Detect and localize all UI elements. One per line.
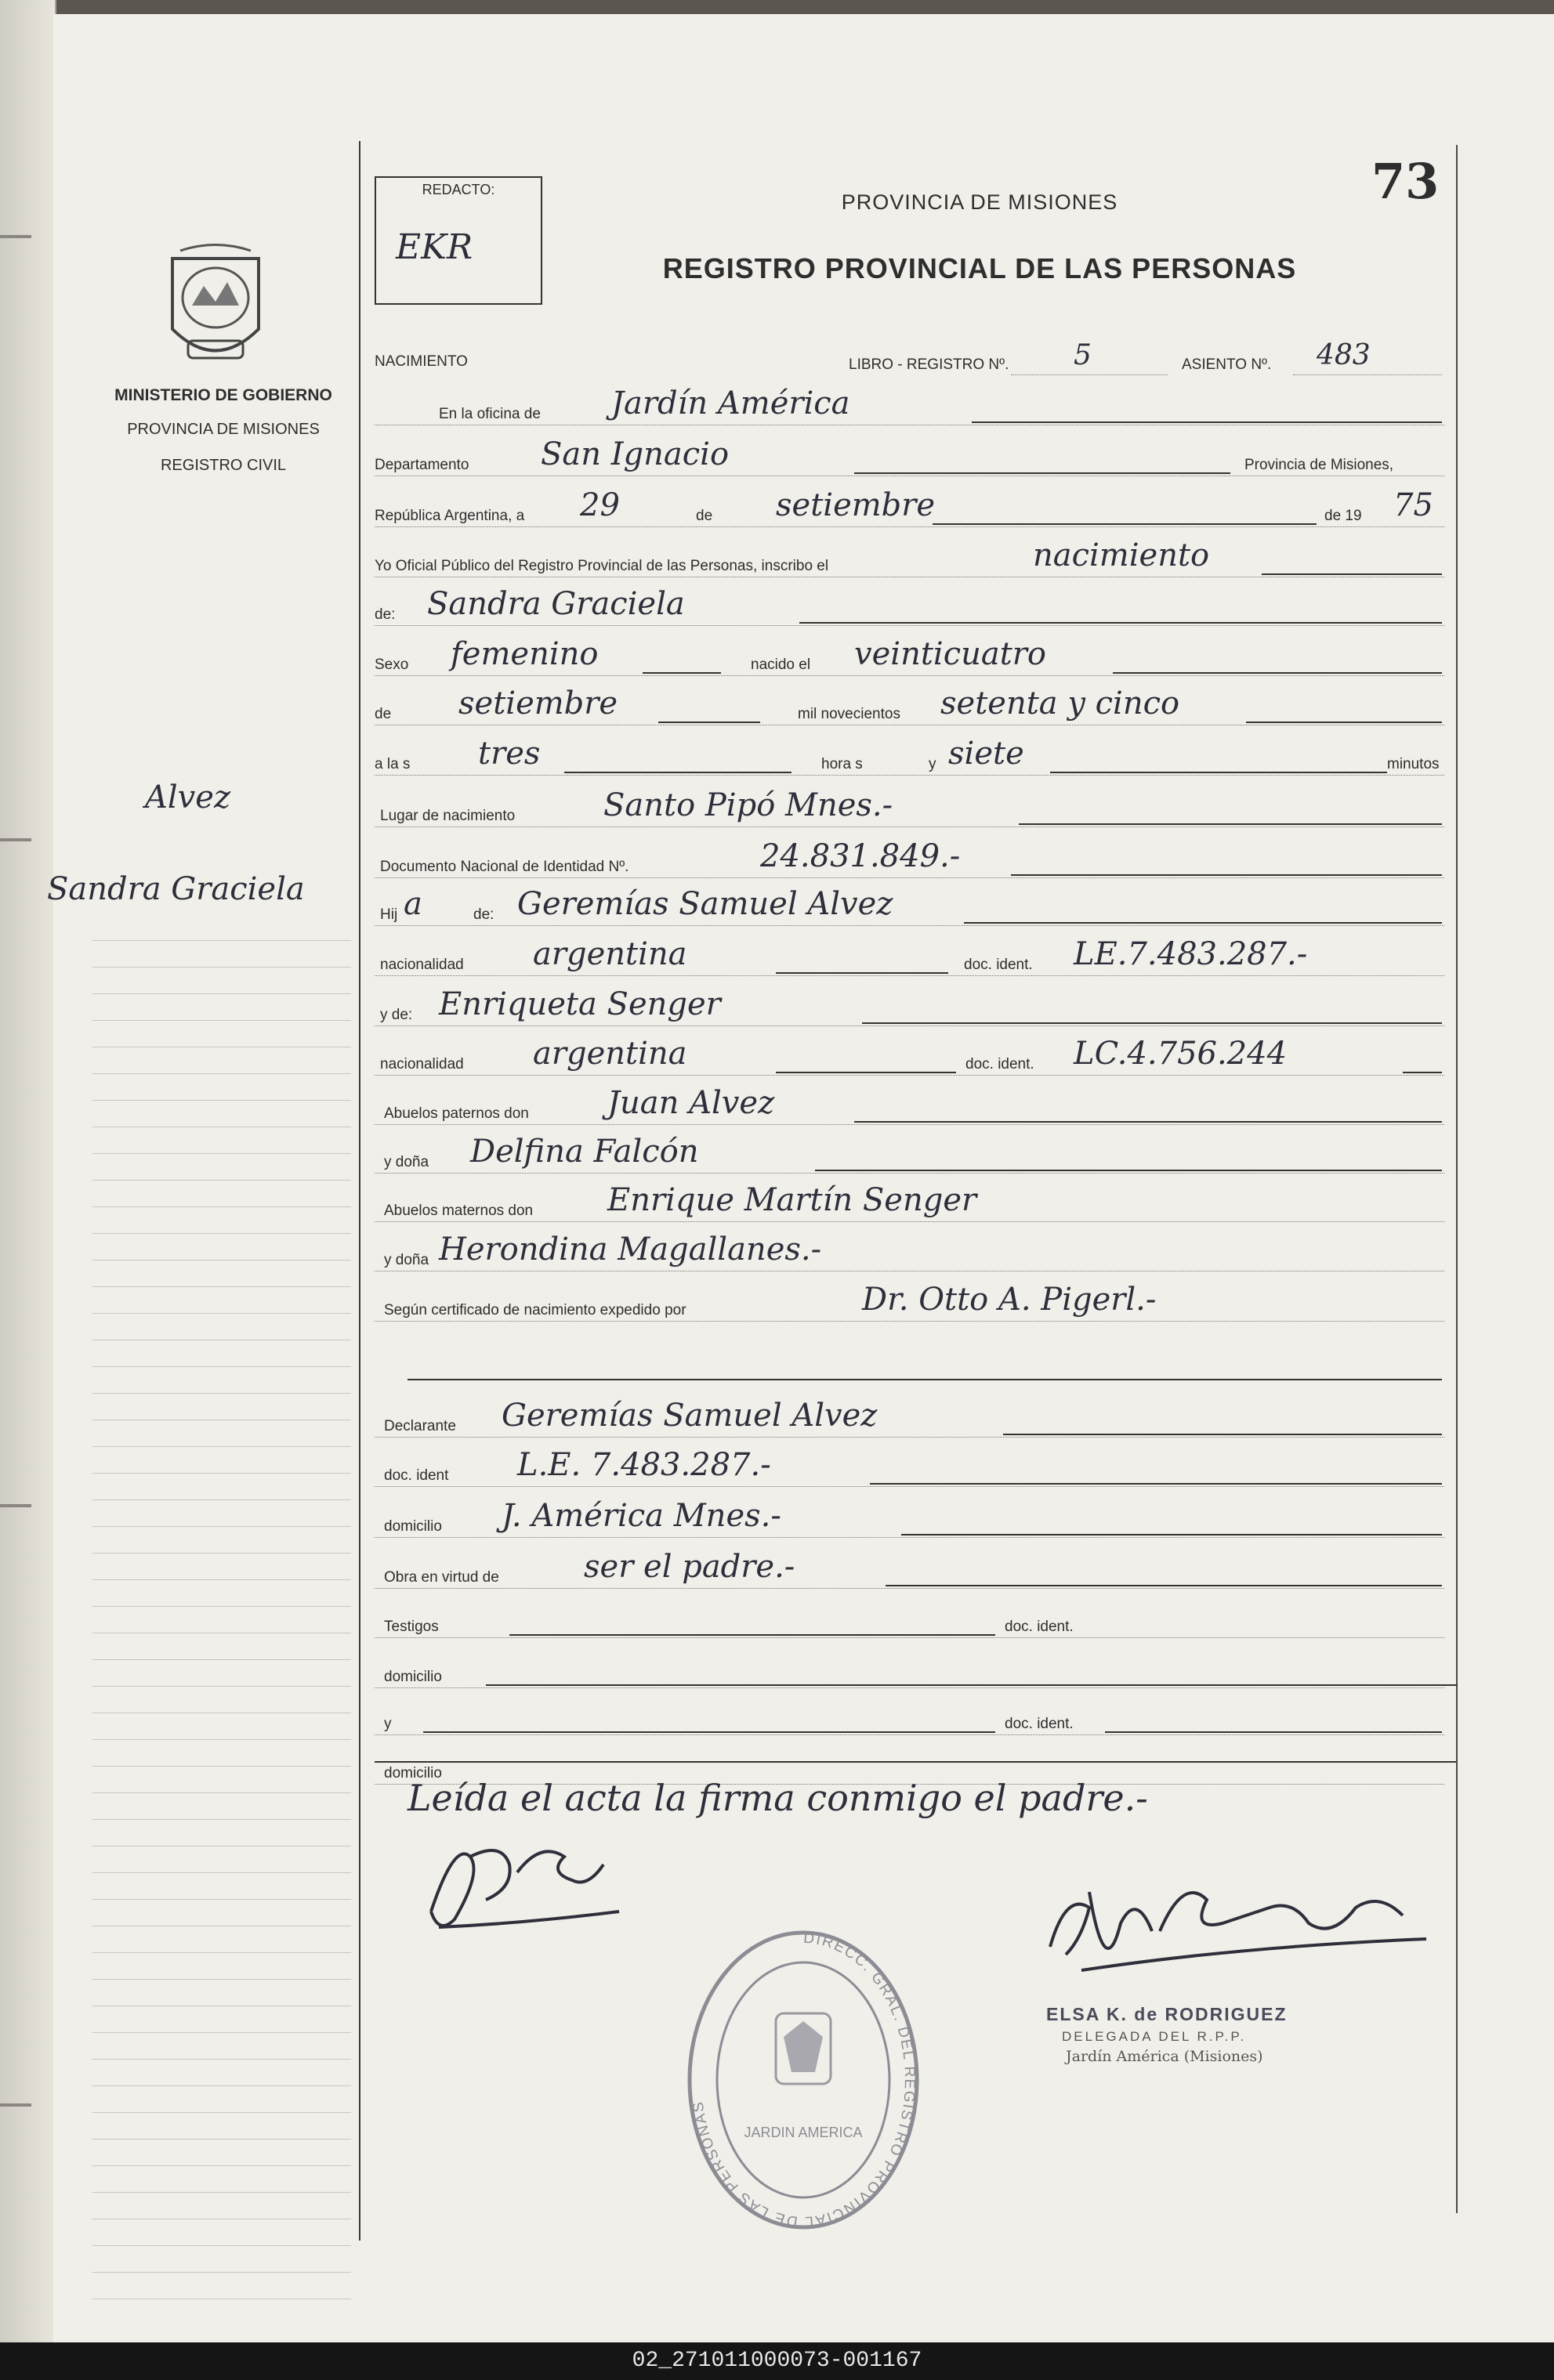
value-hora-value: tres	[478, 736, 541, 772]
value-padre-value: Geremías Samuel Alvez	[517, 886, 893, 922]
registry-title: REGISTRO PROVINCIAL DE LAS PERSONAS	[662, 252, 1297, 284]
fill-line	[1011, 874, 1442, 876]
fill-line	[854, 1121, 1442, 1123]
margin-divider	[359, 141, 360, 2241]
fill-line	[776, 1072, 956, 1073]
fill-line	[1050, 772, 1387, 773]
label-testigos-label: Testigos	[384, 1619, 439, 1635]
binding-stitch	[0, 838, 31, 841]
value-mes2-value: setiembre	[458, 685, 618, 722]
page-number: 73	[1371, 153, 1440, 210]
value-dni-value: 24.831.849.-	[760, 838, 961, 874]
coat-of-arms-emblem	[157, 243, 274, 376]
fill-line	[1105, 1731, 1442, 1733]
value-hijo-suffix: a	[404, 886, 422, 922]
label-milnov-label: mil novecientos	[798, 706, 900, 722]
right-border	[1456, 145, 1458, 2213]
label-hijo-de-label: de:	[473, 906, 494, 923]
official-name: ELSA K. de RODRIGUEZ	[1046, 2004, 1288, 2024]
margin-registry: REGISTRO CIVIL	[160, 457, 287, 474]
label-docident-label: doc. ident.	[1005, 1716, 1074, 1732]
value-abmat2-value: Herondina Magallanes.-	[439, 1232, 822, 1268]
value-padre-nac-value: argentina	[533, 936, 687, 972]
value-lugar-value: Santo Pipó Mnes.-	[603, 787, 893, 823]
value-milnov-value: setenta y cinco	[940, 685, 1180, 722]
fill-line	[1403, 1072, 1442, 1073]
fill-line	[815, 1170, 1442, 1171]
label-nac-label: nacionalidad	[380, 1056, 464, 1072]
value-oficina-value: Jardín América	[611, 385, 850, 421]
value-madre-nac-value: argentina	[533, 1036, 687, 1072]
father-signature	[408, 1825, 643, 1943]
value-decl-doc-value: L.E. 7.483.287.-	[517, 1447, 771, 1483]
fill-line	[776, 972, 948, 974]
libro-value: 5	[1074, 339, 1092, 371]
label-nac-label: nacionalidad	[380, 957, 464, 973]
value-obra-value: ser el padre.-	[584, 1549, 795, 1585]
stamp-ring-text: DIRECC. GRAL. DEL REGISTRO PROVINCIAL DE LAS PERSONAS	[690, 1930, 918, 2230]
label-domicilio-label: domicilio	[384, 1669, 442, 1685]
value-departamento-value: San Ignacio	[541, 436, 730, 472]
value-dia-value: 29	[580, 487, 620, 523]
record-type: NACIMIENTO	[375, 353, 468, 370]
value-sexo-value: femenino	[451, 636, 599, 672]
label-alas-label: a la s	[375, 756, 411, 772]
label-oficial-label: Yo Oficial Público del Registro Provincial de las Personas, inscribo el	[375, 558, 829, 574]
label-docident-label: doc. ident.	[964, 957, 1033, 973]
fill-line	[964, 922, 1442, 924]
label-abpat-label: Abuelos paternos don	[384, 1105, 529, 1122]
value-padre-doc-value: LE.7.483.287.-	[1074, 936, 1308, 972]
margin-province: PROVINCIA DE MISIONES	[127, 421, 320, 438]
stamp-city: JARDIN AMERICA	[744, 2125, 863, 2140]
label-ydona-label: y doña	[384, 1154, 429, 1170]
label-obra-label: Obra en virtud de	[384, 1569, 499, 1586]
province-title: PROVINCIA DE MISIONES	[841, 190, 1118, 214]
value-domicilio-value: J. América Mnes.-	[502, 1498, 781, 1534]
fill-line	[854, 472, 1230, 474]
asiento-label: ASIENTO Nº.	[1182, 356, 1272, 373]
margin-surname: Alvez	[145, 779, 231, 816]
fill-line	[972, 421, 1442, 423]
book-binding	[0, 0, 56, 2342]
official-office: Jardín América (Misiones)	[1066, 2048, 1263, 2065]
margin-given-names: Sandra Graciela	[47, 871, 305, 907]
fill-line	[423, 1731, 995, 1733]
binding-stitch	[0, 235, 31, 238]
value-declarante-value: Geremías Samuel Alvez	[502, 1398, 878, 1434]
label-de-anio-label: de 19	[1324, 508, 1362, 524]
label-abmat-label: Abuelos maternos don	[384, 1203, 534, 1219]
label-ydona-label: y doña	[384, 1252, 429, 1268]
fill-line	[901, 1534, 1442, 1535]
label-hijo-label: Hij	[380, 906, 398, 923]
fill-line	[509, 1634, 995, 1636]
label-dni-label: Documento Nacional de Identidad Nº.	[380, 859, 629, 875]
redacto-initials: EKR	[396, 227, 473, 267]
label-docident-label: doc. ident.	[1005, 1619, 1074, 1635]
fill-line	[1262, 573, 1442, 575]
value-mes-value: setiembre	[776, 487, 936, 523]
label-sexo-label: Sexo	[375, 656, 409, 673]
label-oficina-label: En la oficina de	[439, 406, 541, 422]
value-oficial-value: nacimiento	[1033, 537, 1210, 573]
label-declarante-label: Declarante	[384, 1418, 456, 1434]
value-anio-value: 75	[1393, 487, 1433, 523]
label-republica-label: República Argentina, a	[375, 508, 525, 524]
binding-stitch	[0, 2103, 31, 2107]
value-minutos-value: siete	[948, 736, 1024, 772]
label-y3-label: y	[384, 1716, 392, 1732]
label-de2-label: de	[375, 706, 392, 722]
label-cert-label: Según certificado de nacimiento expedido por	[384, 1302, 686, 1318]
fill-line	[886, 1585, 1442, 1586]
image-identifier: 02_271011000073-001167	[0, 2342, 1554, 2380]
value-madre-doc-value: LC.4.756.244	[1074, 1036, 1288, 1072]
binding-stitch	[0, 1504, 31, 1507]
value-madre-value: Enriqueta Senger	[439, 986, 721, 1022]
registry-oval-stamp	[682, 1927, 925, 2233]
label-de-label: de	[696, 508, 713, 524]
official-title: DELEGADA DEL R.P.P.	[1062, 2029, 1247, 2044]
label-provincia-label: Provincia de Misiones,	[1244, 457, 1394, 473]
value-abpat2-value: Delfina Falcón	[470, 1134, 699, 1170]
fill-line	[564, 772, 791, 773]
fill-line	[933, 523, 1317, 525]
fill-line	[870, 1483, 1442, 1485]
label-minutos-label: minutos	[1387, 756, 1440, 772]
value-abmat-value: Enrique Martín Senger	[607, 1182, 977, 1218]
fill-line	[1246, 722, 1442, 723]
label-yde-label: y de:	[380, 1007, 413, 1023]
asiento-value: 483	[1317, 339, 1371, 371]
value-nacido-value: veinticuatro	[854, 636, 1046, 672]
fill-line	[643, 672, 721, 674]
label-y-label: y	[929, 756, 936, 772]
fill-line	[1113, 672, 1442, 674]
fill-line	[862, 1022, 1442, 1024]
label-lugar-label: Lugar de nacimiento	[380, 808, 516, 824]
redacto-label: REDACTO:	[422, 182, 495, 197]
fill-line	[1003, 1434, 1442, 1435]
label-nacido-label: nacido el	[751, 656, 811, 673]
fill-line	[658, 722, 760, 723]
label-domicilio-label: domicilio	[384, 1765, 442, 1781]
label-departamento-label: Departamento	[375, 457, 469, 473]
section-divider	[375, 1761, 1456, 1763]
value-abpat-value: Juan Alvez	[607, 1085, 775, 1121]
label-docident-label: doc. ident.	[965, 1056, 1034, 1072]
section-divider	[408, 1379, 1442, 1380]
label-decl-doc-label: doc. ident	[384, 1467, 449, 1484]
label-domicilio-label: domicilio	[384, 1518, 442, 1535]
official-signature	[1034, 1861, 1442, 1994]
libro-label: LIBRO - REGISTRO Nº.	[849, 356, 1009, 373]
value-cert-value: Dr. Otto A. Pigerl.-	[862, 1282, 1157, 1318]
fill-line	[1019, 823, 1442, 825]
ministry-name: MINISTERIO DE GOBIERNO	[114, 386, 332, 404]
value-nombre-value: Sandra Graciela	[427, 586, 685, 622]
closing-statement: Leída el acta la firma conmigo el padre.-	[408, 1777, 1148, 1819]
fill-line	[799, 622, 1442, 624]
label-de-nombre-label: de:	[375, 606, 396, 623]
label-hora-label: hora s	[821, 756, 863, 772]
fill-line	[486, 1684, 1458, 1686]
